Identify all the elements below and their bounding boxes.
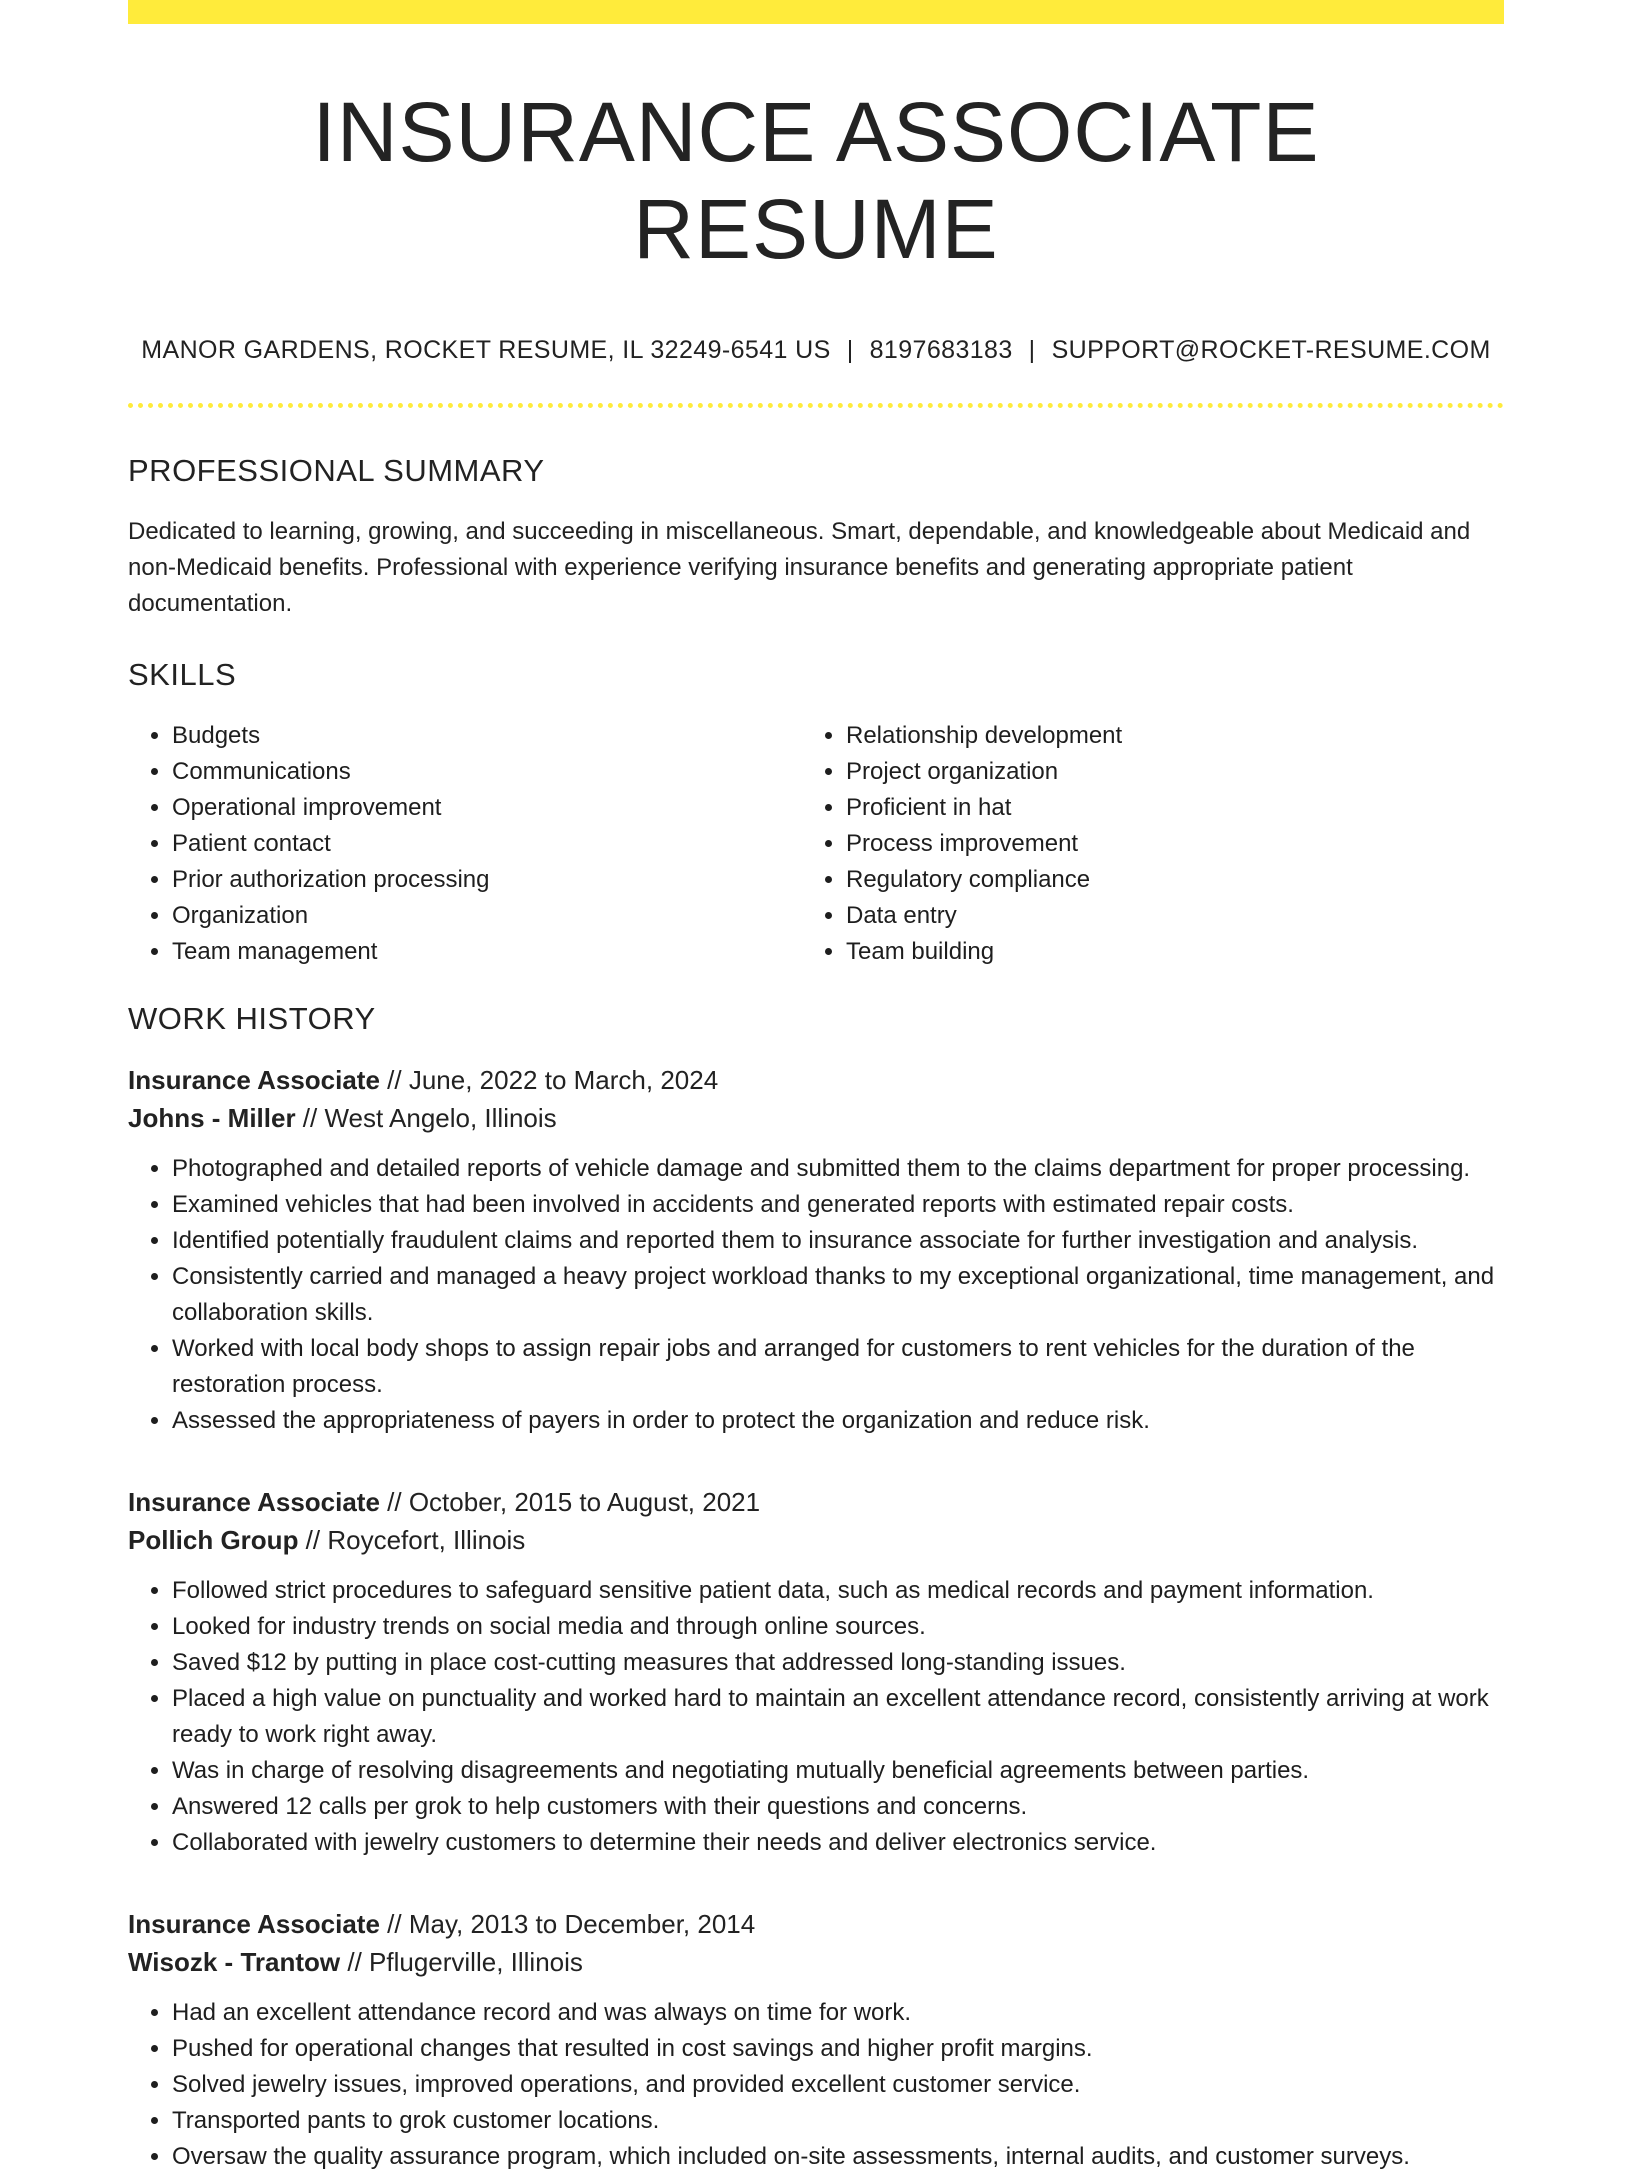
skill-item: • Team building [846, 934, 1484, 970]
contact-separator: | [1028, 336, 1036, 365]
skill-item: • Communications [172, 754, 806, 790]
job-title-line [128, 1483, 1504, 1521]
skill-item: • Regulatory compliance [846, 862, 1484, 898]
job-company: Pollich Group [128, 1524, 299, 1555]
job-bullet: • Photographed and detailed reports of vehicle damage and submitted them to the claims department for proper processing. [172, 1151, 1504, 1187]
job-company-line [128, 1943, 1504, 1981]
resume-page [128, 0, 1504, 2175]
job-title: Insurance Associate [128, 1908, 380, 1939]
summary-heading: PROFESSIONAL SUMMARY [128, 453, 545, 489]
job-bullet: • Followed strict procedures to safeguard sensitive patient data, such as medical records and payment information. [172, 1573, 1504, 1609]
skill-item: • Prior authorization processing [172, 862, 806, 898]
job-location: // West Angelo, Illinois [295, 1102, 557, 1133]
job-bullet: • Oversaw the quality assurance program, which included on-site assessments, internal audits, and customer surveys. [172, 2139, 1504, 2175]
job-bullet: • Saved $12 by putting in place cost-cutting measures that addressed long-standing issues. [172, 1645, 1504, 1681]
skills-list-left [128, 718, 806, 970]
job-dates: // June, 2022 to March, 2024 [379, 1064, 719, 1095]
skill-item: • Team management [172, 934, 806, 970]
job-bullet: • Had an excellent attendance record and was always on time for work. [172, 1995, 1504, 2031]
summary-text: Dedicated to learning, growing, and succeeding in miscellaneous. Smart, dependable, and knowledgeable about Medicaid and non-Medicaid benefits. Professional with experience verifying insurance benefits and generating appropriate patient documentation. [128, 518, 1471, 618]
job-location: // Roycefort, Illinois [298, 1524, 526, 1555]
job-location: // Pflugerville, Illinois [340, 1946, 583, 1977]
skill-item: • Operational improvement [172, 790, 806, 826]
job-bullet: • Consistently carried and managed a heavy project workload thanks to my exceptional organizational, time management, and collaboration skills. [172, 1259, 1504, 1331]
job-bullet: • Solved jewelry issues, improved operations, and provided excellent customer service. [172, 2067, 1504, 2103]
skill-item: • Patient contact [172, 826, 806, 862]
skills-list-right [806, 718, 1484, 970]
accent-bar [128, 0, 1504, 24]
skill-item: • Budgets [172, 718, 806, 754]
skills-columns [128, 718, 1504, 970]
job-bullet: • Worked with local body shops to assign repair jobs and arranged for customers to rent vehicles for the duration of the restoration process. [172, 1331, 1504, 1403]
job-bullets [128, 1995, 1504, 2175]
skill-item: • Data entry [846, 898, 1484, 934]
skill-item: • Relationship development [846, 718, 1484, 754]
job-bullets [128, 1151, 1504, 1439]
contact-phone: 8197683183 [869, 336, 1013, 365]
job-bullet: • Transported pants to grok customer locations. [172, 2103, 1504, 2139]
job-dates: // October, 2015 to August, 2021 [379, 1486, 761, 1517]
job-entry [128, 1483, 1504, 1861]
job-title: Insurance Associate [128, 1486, 380, 1517]
contact-line [128, 335, 1504, 365]
job-company-line [128, 1099, 1504, 1137]
skill-item: • Process improvement [846, 826, 1484, 862]
skill-item: • Organization [172, 898, 806, 934]
job-company: Johns - Miller [128, 1102, 296, 1133]
skill-item: • Proficient in hat [846, 790, 1484, 826]
job-bullet: • Collaborated with jewelry customers to determine their needs and deliver electronics service. [172, 1825, 1504, 1861]
job-title-line [128, 1905, 1504, 1943]
dotted-divider [128, 403, 1504, 408]
skill-item: • Project organization [846, 754, 1484, 790]
skills-heading: SKILLS [128, 657, 237, 693]
job-title-line [128, 1061, 1504, 1099]
job-title: Insurance Associate [128, 1064, 380, 1095]
job-bullet: • Looked for industry trends on social media and through online sources. [172, 1609, 1504, 1645]
contact-address: MANOR GARDENS, ROCKET RESUME, IL 32249-6541 US [141, 336, 831, 365]
job-bullet: • Examined vehicles that had been involved in accidents and generated reports with estimated repair costs. [172, 1187, 1504, 1223]
resume-title: INSURANCE ASSOCIATE RESUME [312, 85, 1320, 276]
job-bullet: • Answered 12 calls per grok to help customers with their questions and concerns. [172, 1789, 1504, 1825]
job-dates: // May, 2013 to December, 2014 [379, 1908, 756, 1939]
job-bullet: • Pushed for operational changes that resulted in cost savings and higher profit margins. [172, 2031, 1504, 2067]
job-entry [128, 1905, 1504, 2175]
work-history-heading: WORK HISTORY [128, 1000, 376, 1036]
job-company: Wisozk - Trantow [128, 1946, 341, 1977]
job-bullet: • Assessed the appropriateness of payers in order to protect the organization and reduce risk. [172, 1403, 1504, 1439]
contact-email: SUPPORT@ROCKET-RESUME.COM [1051, 336, 1491, 365]
job-bullet: • Placed a high value on punctuality and worked hard to maintain an excellent attendance record, consistently arriving at work ready to work right away. [172, 1681, 1504, 1753]
job-bullet: • Identified potentially fraudulent claims and reported them to insurance associate for further investigation and analysis. [172, 1223, 1504, 1259]
contact-separator: | [846, 336, 854, 365]
job-bullets [128, 1573, 1504, 1861]
job-company-line [128, 1521, 1504, 1559]
job-bullet: • Was in charge of resolving disagreements and negotiating mutually beneficial agreements between parties. [172, 1753, 1504, 1789]
job-entry [128, 1061, 1504, 1439]
